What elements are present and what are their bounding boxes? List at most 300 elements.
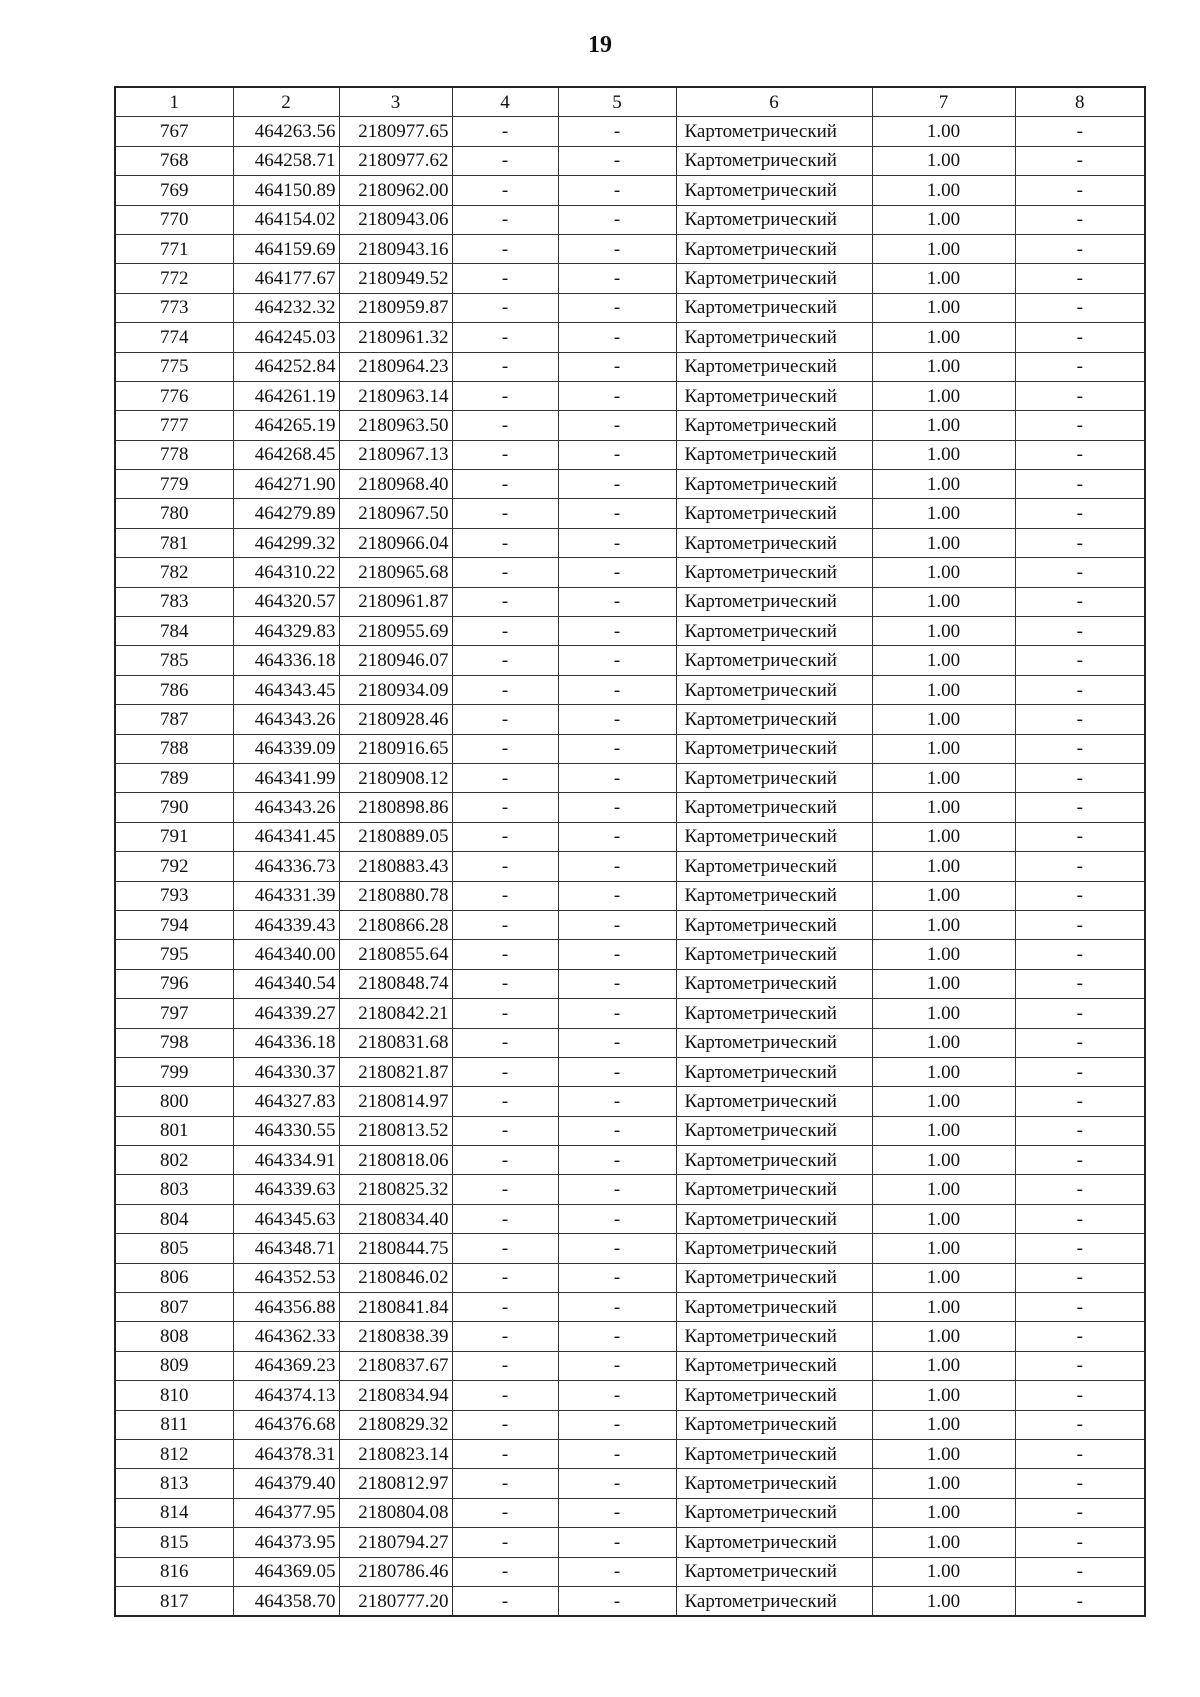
point-number-cell: 809: [115, 1351, 233, 1380]
y-coordinate-cell: 2180961.32: [339, 323, 452, 352]
x-coordinate-cell: 464320.57: [233, 587, 339, 616]
method-cell: Картометрический: [676, 793, 872, 822]
column-5-cell: -: [558, 969, 676, 998]
method-cell: Картометрический: [676, 117, 872, 146]
accuracy-cell: 1.00: [872, 1439, 1015, 1468]
x-coordinate-cell: 464310.22: [233, 558, 339, 587]
column-8-cell: -: [1015, 1116, 1145, 1145]
column-4-cell: -: [452, 793, 558, 822]
y-coordinate-cell: 2180964.23: [339, 352, 452, 381]
y-coordinate-cell: 2180818.06: [339, 1146, 452, 1175]
column-8-cell: -: [1015, 558, 1145, 587]
table-row: [115, 1410, 1145, 1439]
column-8-cell: -: [1015, 852, 1145, 881]
accuracy-cell: 1.00: [872, 822, 1015, 851]
column-8-cell: -: [1015, 1410, 1145, 1439]
column-5-cell: -: [558, 176, 676, 205]
column-5-cell: -: [558, 1381, 676, 1410]
column-header: 7: [872, 87, 1015, 117]
table-body: [115, 117, 1145, 1616]
accuracy-cell: 1.00: [872, 381, 1015, 410]
table-row: [115, 793, 1145, 822]
y-coordinate-cell: 2180966.04: [339, 528, 452, 557]
method-cell: Картометрический: [676, 822, 872, 851]
table-row: [115, 234, 1145, 263]
accuracy-cell: 1.00: [872, 940, 1015, 969]
column-5-cell: -: [558, 1028, 676, 1057]
point-number-cell: 801: [115, 1116, 233, 1145]
column-4-cell: -: [452, 646, 558, 675]
point-number-cell: 788: [115, 734, 233, 763]
point-number-cell: 794: [115, 910, 233, 939]
point-number-cell: 768: [115, 146, 233, 175]
y-coordinate-cell: 2180804.08: [339, 1498, 452, 1527]
x-coordinate-cell: 464263.56: [233, 117, 339, 146]
column-5-cell: -: [558, 1528, 676, 1557]
point-number-cell: 812: [115, 1439, 233, 1468]
column-8-cell: -: [1015, 1469, 1145, 1498]
point-number-cell: 774: [115, 323, 233, 352]
column-4-cell: -: [452, 176, 558, 205]
method-cell: Картометрический: [676, 881, 872, 910]
column-5-cell: -: [558, 499, 676, 528]
point-number-cell: 808: [115, 1322, 233, 1351]
point-number-cell: 798: [115, 1028, 233, 1057]
column-4-cell: -: [452, 117, 558, 146]
accuracy-cell: 1.00: [872, 205, 1015, 234]
y-coordinate-cell: 2180846.02: [339, 1263, 452, 1292]
column-4-cell: -: [452, 587, 558, 616]
accuracy-cell: 1.00: [872, 734, 1015, 763]
column-5-cell: -: [558, 617, 676, 646]
point-number-cell: 799: [115, 1057, 233, 1086]
table-row: [115, 734, 1145, 763]
y-coordinate-cell: 2180908.12: [339, 763, 452, 792]
table-row: [115, 1146, 1145, 1175]
accuracy-cell: 1.00: [872, 352, 1015, 381]
y-coordinate-cell: 2180844.75: [339, 1234, 452, 1263]
method-cell: Картометрический: [676, 999, 872, 1028]
column-4-cell: -: [452, 1439, 558, 1468]
accuracy-cell: 1.00: [872, 1146, 1015, 1175]
point-number-cell: 807: [115, 1293, 233, 1322]
point-number-cell: 815: [115, 1528, 233, 1557]
method-cell: Картометрический: [676, 1028, 872, 1057]
table-header-row: [115, 87, 1145, 117]
x-coordinate-cell: 464356.88: [233, 1293, 339, 1322]
x-coordinate-cell: 464362.33: [233, 1322, 339, 1351]
column-header: 6: [676, 87, 872, 117]
column-8-cell: -: [1015, 1322, 1145, 1351]
accuracy-cell: 1.00: [872, 881, 1015, 910]
method-cell: Картометрический: [676, 734, 872, 763]
x-coordinate-cell: 464329.83: [233, 617, 339, 646]
table-row: [115, 940, 1145, 969]
column-4-cell: -: [452, 264, 558, 293]
y-coordinate-cell: 2180961.87: [339, 587, 452, 616]
x-coordinate-cell: 464343.26: [233, 793, 339, 822]
point-number-cell: 790: [115, 793, 233, 822]
x-coordinate-cell: 464336.18: [233, 646, 339, 675]
column-4-cell: -: [452, 1528, 558, 1557]
method-cell: Картометрический: [676, 587, 872, 616]
column-4-cell: -: [452, 675, 558, 704]
y-coordinate-cell: 2180866.28: [339, 910, 452, 939]
x-coordinate-cell: 464271.90: [233, 470, 339, 499]
x-coordinate-cell: 464358.70: [233, 1586, 339, 1616]
column-4-cell: -: [452, 293, 558, 322]
column-4-cell: -: [452, 1498, 558, 1527]
accuracy-cell: 1.00: [872, 763, 1015, 792]
y-coordinate-cell: 2180842.21: [339, 999, 452, 1028]
column-5-cell: -: [558, 205, 676, 234]
point-number-cell: 816: [115, 1557, 233, 1586]
column-5-cell: -: [558, 558, 676, 587]
method-cell: Картометрический: [676, 1351, 872, 1380]
x-coordinate-cell: 464279.89: [233, 499, 339, 528]
accuracy-cell: 1.00: [872, 999, 1015, 1028]
x-coordinate-cell: 464339.63: [233, 1175, 339, 1204]
method-cell: Картометрический: [676, 1057, 872, 1086]
accuracy-cell: 1.00: [872, 705, 1015, 734]
column-4-cell: -: [452, 763, 558, 792]
column-4-cell: -: [452, 1087, 558, 1116]
table-row: [115, 1439, 1145, 1468]
y-coordinate-cell: 2180834.94: [339, 1381, 452, 1410]
point-number-cell: 796: [115, 969, 233, 998]
table-row: [115, 1351, 1145, 1380]
y-coordinate-cell: 2180963.50: [339, 411, 452, 440]
method-cell: Картометрический: [676, 528, 872, 557]
method-cell: Картометрический: [676, 470, 872, 499]
accuracy-cell: 1.00: [872, 1557, 1015, 1586]
y-coordinate-cell: 2180777.20: [339, 1586, 452, 1616]
column-4-cell: -: [452, 440, 558, 469]
accuracy-cell: 1.00: [872, 1234, 1015, 1263]
method-cell: Картометрический: [676, 940, 872, 969]
column-4-cell: -: [452, 940, 558, 969]
method-cell: Картометрический: [676, 146, 872, 175]
column-8-cell: -: [1015, 587, 1145, 616]
point-number-cell: 767: [115, 117, 233, 146]
page-number: 19: [588, 32, 612, 58]
column-4-cell: -: [452, 1351, 558, 1380]
table-row: [115, 1586, 1145, 1616]
column-8-cell: -: [1015, 910, 1145, 939]
column-5-cell: -: [558, 675, 676, 704]
y-coordinate-cell: 2180786.46: [339, 1557, 452, 1586]
point-number-cell: 781: [115, 528, 233, 557]
column-5-cell: -: [558, 1087, 676, 1116]
column-header: 8: [1015, 87, 1145, 117]
column-8-cell: -: [1015, 1057, 1145, 1086]
method-cell: Картометрический: [676, 499, 872, 528]
column-8-cell: -: [1015, 763, 1145, 792]
column-8-cell: -: [1015, 352, 1145, 381]
point-number-cell: 769: [115, 176, 233, 205]
y-coordinate-cell: 2180967.13: [339, 440, 452, 469]
point-number-cell: 775: [115, 352, 233, 381]
point-number-cell: 813: [115, 1469, 233, 1498]
column-5-cell: -: [558, 1057, 676, 1086]
y-coordinate-cell: 2180967.50: [339, 499, 452, 528]
column-5-cell: -: [558, 440, 676, 469]
accuracy-cell: 1.00: [872, 528, 1015, 557]
column-8-cell: -: [1015, 822, 1145, 851]
accuracy-cell: 1.00: [872, 1087, 1015, 1116]
table-row: [115, 1498, 1145, 1527]
method-cell: Картометрический: [676, 176, 872, 205]
y-coordinate-cell: 2180823.14: [339, 1439, 452, 1468]
column-5-cell: -: [558, 705, 676, 734]
x-coordinate-cell: 464348.71: [233, 1234, 339, 1263]
column-8-cell: -: [1015, 734, 1145, 763]
method-cell: Картометрический: [676, 1528, 872, 1557]
column-5-cell: -: [558, 146, 676, 175]
column-4-cell: -: [452, 352, 558, 381]
column-8-cell: -: [1015, 117, 1145, 146]
y-coordinate-cell: 2180963.14: [339, 381, 452, 410]
column-4-cell: -: [452, 1204, 558, 1233]
column-8-cell: -: [1015, 264, 1145, 293]
column-5-cell: -: [558, 293, 676, 322]
y-coordinate-cell: 2180837.67: [339, 1351, 452, 1380]
column-8-cell: -: [1015, 1028, 1145, 1057]
method-cell: Картометрический: [676, 352, 872, 381]
column-8-cell: -: [1015, 969, 1145, 998]
y-coordinate-cell: 2180977.65: [339, 117, 452, 146]
x-coordinate-cell: 464352.53: [233, 1263, 339, 1292]
method-cell: Картометрический: [676, 1087, 872, 1116]
column-header: 5: [558, 87, 676, 117]
accuracy-cell: 1.00: [872, 675, 1015, 704]
column-4-cell: -: [452, 910, 558, 939]
column-4-cell: -: [452, 146, 558, 175]
column-4-cell: -: [452, 1381, 558, 1410]
column-5-cell: -: [558, 1439, 676, 1468]
column-8-cell: -: [1015, 176, 1145, 205]
y-coordinate-cell: 2180934.09: [339, 675, 452, 704]
accuracy-cell: 1.00: [872, 969, 1015, 998]
table-row: [115, 1204, 1145, 1233]
table-row: [115, 1263, 1145, 1292]
column-8-cell: -: [1015, 1557, 1145, 1586]
x-coordinate-cell: 464252.84: [233, 352, 339, 381]
column-5-cell: -: [558, 1469, 676, 1498]
accuracy-cell: 1.00: [872, 558, 1015, 587]
accuracy-cell: 1.00: [872, 146, 1015, 175]
point-number-cell: 805: [115, 1234, 233, 1263]
column-8-cell: -: [1015, 234, 1145, 263]
x-coordinate-cell: 464330.37: [233, 1057, 339, 1086]
x-coordinate-cell: 464177.67: [233, 264, 339, 293]
method-cell: Картометрический: [676, 1439, 872, 1468]
y-coordinate-cell: 2180794.27: [339, 1528, 452, 1557]
method-cell: Картометрический: [676, 293, 872, 322]
column-5-cell: -: [558, 528, 676, 557]
point-number-cell: 797: [115, 999, 233, 1028]
method-cell: Картометрический: [676, 1175, 872, 1204]
method-cell: Картометрический: [676, 205, 872, 234]
column-5-cell: -: [558, 1146, 676, 1175]
table-row: [115, 1175, 1145, 1204]
y-coordinate-cell: 2180825.32: [339, 1175, 452, 1204]
table-row: [115, 1322, 1145, 1351]
column-8-cell: -: [1015, 381, 1145, 410]
column-8-cell: -: [1015, 1263, 1145, 1292]
table-row: [115, 352, 1145, 381]
y-coordinate-cell: 2180962.00: [339, 176, 452, 205]
y-coordinate-cell: 2180968.40: [339, 470, 452, 499]
table-row: [115, 323, 1145, 352]
table-row: [115, 1087, 1145, 1116]
y-coordinate-cell: 2180943.16: [339, 234, 452, 263]
point-number-cell: 777: [115, 411, 233, 440]
column-8-cell: -: [1015, 1498, 1145, 1527]
table-row: [115, 763, 1145, 792]
point-number-cell: 802: [115, 1146, 233, 1175]
column-8-cell: -: [1015, 1439, 1145, 1468]
method-cell: Картометрический: [676, 763, 872, 792]
table-row: [115, 881, 1145, 910]
column-4-cell: -: [452, 205, 558, 234]
column-4-cell: -: [452, 705, 558, 734]
accuracy-cell: 1.00: [872, 293, 1015, 322]
table-row: [115, 646, 1145, 675]
method-cell: Картометрический: [676, 1469, 872, 1498]
y-coordinate-cell: 2180838.39: [339, 1322, 452, 1351]
column-8-cell: -: [1015, 1234, 1145, 1263]
column-5-cell: -: [558, 587, 676, 616]
y-coordinate-cell: 2180880.78: [339, 881, 452, 910]
column-8-cell: -: [1015, 1175, 1145, 1204]
column-4-cell: -: [452, 1469, 558, 1498]
column-5-cell: -: [558, 1263, 676, 1292]
column-5-cell: -: [558, 1322, 676, 1351]
x-coordinate-cell: 464378.31: [233, 1439, 339, 1468]
accuracy-cell: 1.00: [872, 1057, 1015, 1086]
y-coordinate-cell: 2180943.06: [339, 205, 452, 234]
column-4-cell: -: [452, 852, 558, 881]
point-number-cell: 791: [115, 822, 233, 851]
column-5-cell: -: [558, 1175, 676, 1204]
method-cell: Картометрический: [676, 1204, 872, 1233]
point-number-cell: 795: [115, 940, 233, 969]
column-8-cell: -: [1015, 499, 1145, 528]
column-5-cell: -: [558, 381, 676, 410]
table-row: [115, 587, 1145, 616]
y-coordinate-cell: 2180955.69: [339, 617, 452, 646]
table-row: [115, 1057, 1145, 1086]
column-5-cell: -: [558, 1586, 676, 1616]
coordinates-table: [114, 86, 1146, 1617]
accuracy-cell: 1.00: [872, 1293, 1015, 1322]
column-header: 3: [339, 87, 452, 117]
method-cell: Картометрический: [676, 1116, 872, 1145]
y-coordinate-cell: 2180916.65: [339, 734, 452, 763]
column-5-cell: -: [558, 323, 676, 352]
column-4-cell: -: [452, 1586, 558, 1616]
table-row: [115, 264, 1145, 293]
column-8-cell: -: [1015, 146, 1145, 175]
table-row: [115, 470, 1145, 499]
accuracy-cell: 1.00: [872, 617, 1015, 646]
column-4-cell: -: [452, 822, 558, 851]
y-coordinate-cell: 2180848.74: [339, 969, 452, 998]
column-8-cell: -: [1015, 1586, 1145, 1616]
point-number-cell: 780: [115, 499, 233, 528]
column-4-cell: -: [452, 881, 558, 910]
column-8-cell: -: [1015, 528, 1145, 557]
method-cell: Картометрический: [676, 1586, 872, 1616]
x-coordinate-cell: 464331.39: [233, 881, 339, 910]
table-row: [115, 293, 1145, 322]
column-8-cell: -: [1015, 323, 1145, 352]
column-4-cell: -: [452, 234, 558, 263]
y-coordinate-cell: 2180841.84: [339, 1293, 452, 1322]
y-coordinate-cell: 2180812.97: [339, 1469, 452, 1498]
point-number-cell: 806: [115, 1263, 233, 1292]
x-coordinate-cell: 464159.69: [233, 234, 339, 263]
column-4-cell: -: [452, 734, 558, 763]
table-row: [115, 999, 1145, 1028]
column-4-cell: -: [452, 1057, 558, 1086]
column-header: 1: [115, 87, 233, 117]
point-number-cell: 789: [115, 763, 233, 792]
y-coordinate-cell: 2180965.68: [339, 558, 452, 587]
y-coordinate-cell: 2180855.64: [339, 940, 452, 969]
method-cell: Картометрический: [676, 852, 872, 881]
table-row: [115, 822, 1145, 851]
column-4-cell: -: [452, 1234, 558, 1263]
column-8-cell: -: [1015, 646, 1145, 675]
y-coordinate-cell: 2180898.86: [339, 793, 452, 822]
table-row: [115, 117, 1145, 146]
y-coordinate-cell: 2180946.07: [339, 646, 452, 675]
column-8-cell: -: [1015, 440, 1145, 469]
column-5-cell: -: [558, 1204, 676, 1233]
accuracy-cell: 1.00: [872, 264, 1015, 293]
column-4-cell: -: [452, 1263, 558, 1292]
table-row: [115, 528, 1145, 557]
method-cell: Картометрический: [676, 1146, 872, 1175]
point-number-cell: 772: [115, 264, 233, 293]
method-cell: Картометрический: [676, 1322, 872, 1351]
x-coordinate-cell: 464343.26: [233, 705, 339, 734]
table-row: [115, 1293, 1145, 1322]
y-coordinate-cell: 2180814.97: [339, 1087, 452, 1116]
column-5-cell: -: [558, 352, 676, 381]
y-coordinate-cell: 2180821.87: [339, 1057, 452, 1086]
point-number-cell: 810: [115, 1381, 233, 1410]
method-cell: Картометрический: [676, 1293, 872, 1322]
method-cell: Картометрический: [676, 411, 872, 440]
table-row: [115, 1234, 1145, 1263]
column-5-cell: -: [558, 999, 676, 1028]
column-8-cell: -: [1015, 293, 1145, 322]
accuracy-cell: 1.00: [872, 1204, 1015, 1233]
point-number-cell: 817: [115, 1586, 233, 1616]
point-number-cell: 793: [115, 881, 233, 910]
point-number-cell: 792: [115, 852, 233, 881]
method-cell: Картометрический: [676, 234, 872, 263]
column-5-cell: -: [558, 646, 676, 675]
point-number-cell: 804: [115, 1204, 233, 1233]
method-cell: Картометрический: [676, 1381, 872, 1410]
point-number-cell: 811: [115, 1410, 233, 1439]
x-coordinate-cell: 464339.09: [233, 734, 339, 763]
x-coordinate-cell: 464330.55: [233, 1116, 339, 1145]
